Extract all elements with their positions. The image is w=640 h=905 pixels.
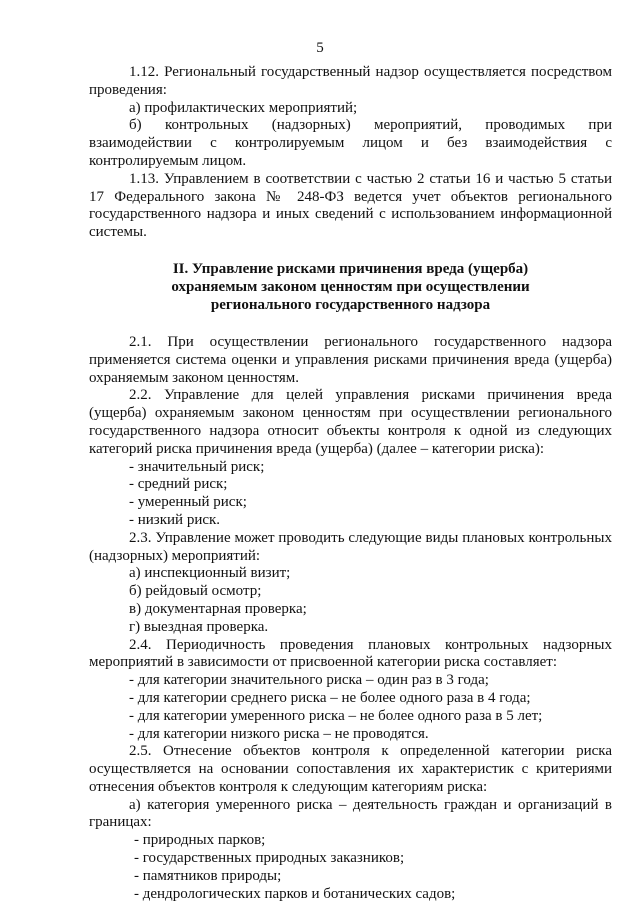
section-heading-line: регионального государственного надзора — [210, 296, 491, 313]
list-item: - для категории умеренного риска – не более одного раза в 5 лет; — [129, 707, 543, 724]
paragraph-1-12-b: б) контрольных (надзорных) мероприятий, проводимых при взаимодействии с контролируемым лицом и без взаимодействия с контролируемым лицом. — [89, 117, 612, 169]
paragraph-2-2: 2.2. Управление для целей управления рисками причинения вреда (ущерба) охраняемым законом ценностям при осуществлении регионального государственного надзора относит объекты контроля к одной из следующих категорий риска причинения вреда (ущерба) (далее – категории риска): — [89, 387, 612, 457]
list-item: - для категории значительного риска – один раз в 3 года; — [129, 672, 489, 689]
list-item: - природных парков; — [134, 832, 266, 849]
list-item: а) профилактических мероприятий; — [129, 99, 358, 116]
list-item: в) документарная проверка; — [129, 600, 307, 617]
paragraph-2-1: 2.1. При осуществлении регионального государственного надзора применяется система оценки и управления рисками причинения вреда (ущерба) охраняемым законом ценностям. — [89, 333, 612, 386]
list-item: - низкий риск. — [129, 511, 221, 528]
paragraph-1-13: 1.13. Управлением в соответствии с частью 2 статьи 16 и частью 5 статьи 17 Федерального закона № 248-ФЗ ведется учет объектов регионального государственного надзора и иных сведений с использованием информационной системы. — [89, 170, 612, 241]
list-item: - памятников природы; — [134, 867, 282, 884]
paragraph-1-12: 1.12. Региональный государственный надзор осуществляется посредством проведения: — [89, 64, 612, 98]
list-item: г) выездная проверка. — [129, 618, 269, 635]
list-item: б) рейдовый осмотр; — [129, 583, 262, 600]
list-item: а) инспекционный визит; — [129, 565, 291, 582]
paragraph-2-5: 2.5. Отнесение объектов контроля к определенной категории риска осуществляется на основании сопоставления их характеристик с критериями отнесения объектов контроля к следующим категориям риска: — [89, 743, 612, 795]
section-heading — [89, 260, 612, 314]
page-number: 5 — [316, 40, 324, 56]
paragraph-2-5-a: а) категория умеренного риска – деятельность граждан и организаций в границах: — [89, 796, 612, 831]
list-item: - дендрологических парков и ботанических садов; — [134, 885, 456, 902]
paragraph-2-3: 2.3. Управление может проводить следующие виды плановых контрольных (надзорных) мероприятий: — [89, 529, 612, 564]
section-heading-line: II. Управление рисками причинения вреда (ущерба) — [172, 260, 529, 277]
list-item: - умеренный риск; — [129, 494, 247, 511]
list-item: - средний риск; — [129, 476, 228, 493]
section-heading-line: охраняемым законом ценностям при осуществлении — [171, 278, 530, 295]
list-item: - государственных природных заказников; — [134, 850, 405, 867]
document-body — [89, 64, 612, 903]
list-item: - для категории среднего риска – не более одного раза в 4 года; — [129, 689, 531, 706]
list-item: - значительный риск; — [129, 458, 265, 475]
list-item: - для категории низкого риска – не проводятся. — [129, 725, 429, 742]
paragraph-2-4: 2.4. Периодичность проведения плановых контрольных надзорных мероприятий в зависимости от присвоенной категории риска составляет: — [89, 636, 612, 671]
